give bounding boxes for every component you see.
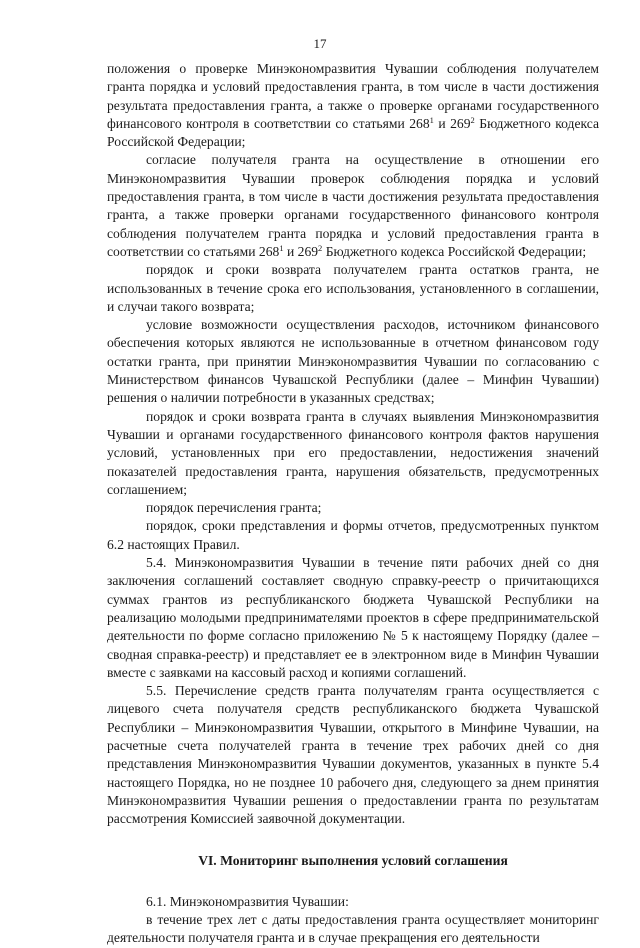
paragraph-return-remainders: порядок и сроки возврата получателем гранта остатков гранта, не использованных в течение срока его использования, установленного в соглашении, и случаи такого возврата; [107, 262, 599, 314]
superscript: 2 [318, 242, 323, 253]
paragraph-inspection-terms [107, 60, 599, 151]
paragraph-text: согласие получателя гранта на осуществление в отношении его Минэкономразвития Чувашии проверок соблюдения порядка и условий предоставления гранта, в том числе в части достижения результата предоставления гранта, а также проверки органами государственного финансового контроля соблюдения получателем гранта порядка и условий предоставления гранта в соответствии со статьями 268 [107, 152, 599, 259]
paragraph-text: Бюджетного кодекса Российской Федерации; [107, 115, 599, 150]
paragraph-text: и 269 [283, 243, 319, 259]
section-heading: VI. Мониторинг выполнения условий соглашения [198, 853, 508, 869]
paragraph-text: и 269 [433, 115, 471, 131]
paragraph-transfer-order: порядок перечисления гранта; [146, 500, 322, 516]
superscript: 1 [279, 242, 284, 253]
paragraph-consent [107, 151, 599, 261]
document-body [107, 60, 599, 948]
paragraph-monitoring: в течение трех лет с даты предоставления гранта осуществляет мониторинг деятельности получателя гранта и в случае прекращения его деятельности [107, 912, 599, 946]
paragraph-5-5: 5.5. Перечисление средств гранта получателям гранта осуществляется с лицевого счета получателя средств республиканского бюджета Чувашской Республики – Минэкономразвития Чувашии, открытого в Минфине Чувашии, на расчетные счета получателей гранта в течение трех рабочих дней со дня представления Минэкономразвития Чувашии документов, указанных в пункте 5.4 настоящего Порядка, но не позднее 10 рабочего дня, следующего за днем принятия Минэкономразвития Чувашии решения о предоставлении гранта по результатам рассмотрения Комиссией заявочной документации. [107, 683, 599, 827]
page-number: 17 [313, 36, 327, 51]
paragraph-text: Бюджетного кодекса Российской Федерации; [322, 243, 587, 259]
paragraph-6-1: 6.1. Минэкономразвития Чувашии: [146, 893, 349, 909]
paragraph-return-violations: порядок и сроки возврата гранта в случаях выявления Минэкономразвития Чувашии и органами государственного финансового контроля фактов нарушения условий, установленных при его предоставлении, недостижения значений показателей предоставления гранта, нарушения обязательств, предусмотренных соглашением; [107, 408, 599, 497]
paragraph-5-4: 5.4. Минэкономразвития Чувашии в течение пяти рабочих дней со дня заключения соглашений составляет сводную справку-реестр о причитающихся суммах грантов из республиканского бюджета Чувашской Республики на реализацию молодыми предпринимателями проектов в сфере предпринимательской деятельности по форме согласно приложению № 5 к настоящему Порядку (далее – сводная справка-реестр) и представляет ее в электронном виде в Минфин Чувашии вместе с заявками на кассовый расход и копиями соглашений. [107, 555, 599, 680]
paragraph-reports: порядок, сроки представления и формы отчетов, предусмотренных пунктом 6.2 настоящих Правил. [107, 518, 599, 552]
paragraph-expense-condition: условие возможности осуществления расходов, источником финансового обеспечения которых являются не использованные в отчетном финансовом году остатки гранта, при принятии Минэкономразвития Чувашии по согласованию с Министерством финансов Чувашской Республики (далее – Минфин Чувашии) решения о наличии потребности в указанных средствах; [107, 317, 599, 406]
paragraph-text: положения о проверке Минэкономразвития Чувашии соблюдения получателем гранта порядка и условий предоставления гранта, в том числе в части достижения результата предоставления гранта, а также о проверке органами государственного финансового контроля в соответствии со статьями 268 [107, 61, 599, 131]
superscript: 1 [429, 114, 434, 125]
superscript: 2 [470, 114, 475, 125]
